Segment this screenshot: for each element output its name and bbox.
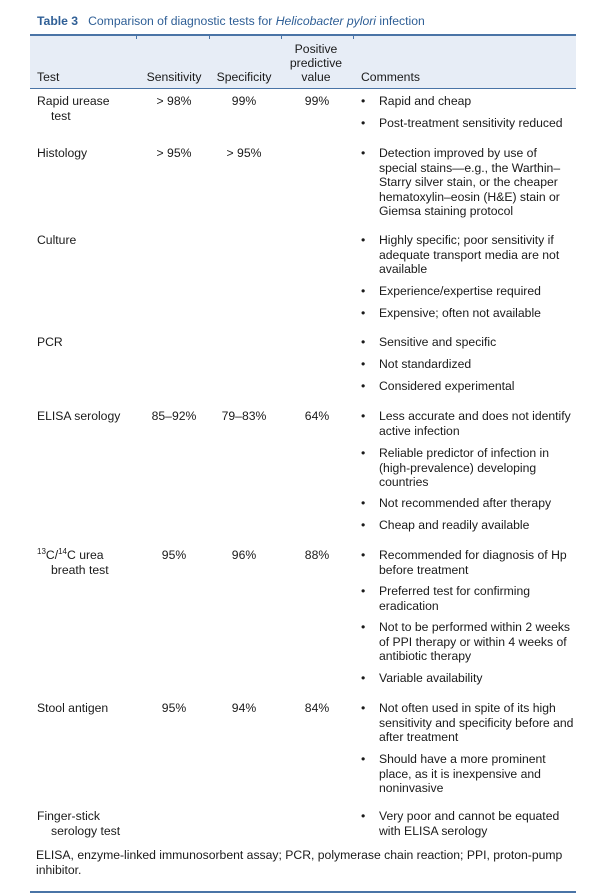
comment-text: Not often used in spite of its high sensitivity and specificity before and after treatment — [379, 701, 574, 745]
bullet-dot: • — [361, 306, 366, 320]
bullet-dot: • — [361, 446, 366, 460]
cell-ppv: 88% — [304, 548, 330, 562]
bullet-dot: • — [361, 620, 366, 634]
cell-test-name — [37, 409, 137, 424]
header-ppv-line: Positive — [294, 42, 338, 56]
table-header — [30, 34, 576, 89]
comment-text: Not standardized — [379, 357, 472, 371]
test-name-line: Culture — [37, 233, 77, 247]
test-name-line: ELISA serology — [37, 409, 121, 423]
test-name-line: test — [51, 108, 71, 123]
test-name-line: PCR — [37, 335, 63, 349]
cell-specificity: > 95% — [226, 146, 262, 160]
test-name-line: Stool antigen — [37, 701, 109, 715]
diagnostic-tests-table — [30, 34, 576, 893]
bullet-dot: • — [361, 116, 366, 130]
cell-specificity: 96% — [231, 548, 257, 562]
cell-sensitivity: > 95% — [156, 146, 192, 160]
bullet-dot: • — [361, 548, 366, 562]
bullet-dot: • — [361, 518, 366, 532]
test-name-line: Finger-stick — [37, 809, 100, 823]
test-name-part: C/ — [45, 548, 59, 562]
caption-text-end: infection — [375, 14, 425, 28]
bullet-dot: • — [361, 233, 366, 247]
comment-text: Not recommended after therapy — [379, 496, 552, 510]
cell-specificity: 94% — [231, 701, 257, 715]
cell-test-name — [37, 146, 137, 161]
comment-text: Detection improved by use of special stains—e.g., the Warthin–Starry silver stain, or the cheaper hematoxylin–eosin (H&E) stain or Giemsa staining protocol — [379, 146, 561, 219]
comment-text: Variable availability — [379, 671, 483, 685]
cell-sensitivity: 95% — [161, 548, 187, 562]
isotope-superscript: 13 — [37, 547, 46, 556]
comment-text: Not to be performed within 2 weeks of PPI therapy or within 4 weeks of antibiotic therapy — [379, 620, 571, 664]
bullet-dot: • — [361, 146, 366, 160]
bullet-dot: • — [361, 671, 366, 685]
test-name-line: serology test — [51, 823, 121, 838]
comment-text: Very poor and cannot be equated with ELISA serology — [379, 809, 560, 838]
comment-text: Post-treatment sensitivity reduced — [379, 116, 563, 130]
cell-specificity: 99% — [231, 94, 257, 108]
bullet-dot: • — [361, 584, 366, 598]
column-divider — [209, 36, 210, 39]
comment-text: Considered experimental — [379, 379, 515, 393]
column-divider — [136, 36, 137, 39]
header-test: Test — [37, 70, 60, 84]
comment-text: Preferred test for confirming eradication — [379, 584, 531, 613]
comment-text: Rapid and cheap — [379, 94, 472, 108]
comment-text: Highly specific; poor sensitivity if adequate transport media are not available — [379, 233, 560, 277]
bullet-dot: • — [361, 752, 366, 766]
cell-test-name — [37, 335, 137, 350]
header-ppv-line: value — [301, 70, 331, 84]
bullet-dot: • — [361, 94, 366, 108]
test-name-line — [37, 548, 137, 563]
table-caption — [37, 14, 425, 28]
test-name-line: Rapid urease — [37, 94, 110, 108]
comment-text: Recommended for diagnosis of Hp before treatment — [379, 548, 567, 577]
cell-test-name — [37, 548, 137, 577]
comment-text: Less accurate and does not identify active infection — [379, 409, 571, 438]
cell-ppv: 84% — [304, 701, 330, 715]
bullet-dot: • — [361, 335, 366, 349]
cell-sensitivity: > 98% — [156, 94, 192, 108]
header-specificity: Specificity — [216, 70, 272, 84]
column-divider — [353, 36, 354, 39]
header-sensitivity: Sensitivity — [146, 70, 202, 84]
test-name-part: C urea — [67, 548, 104, 562]
cell-ppv: 64% — [304, 409, 330, 423]
bullet-dot: • — [361, 496, 366, 510]
cell-ppv: 99% — [304, 94, 330, 108]
cell-test-name — [37, 94, 137, 123]
comment-text: Should have a more prominent place, as it is inexpensive and noninvasive — [379, 752, 546, 796]
cell-specificity: 79–83% — [221, 409, 267, 423]
comment-text: Expensive; often not available — [379, 306, 541, 320]
cell-test-name — [37, 701, 137, 716]
table-footnote: ELISA, enzyme-linked immunosorbent assay; PCR, polymerase chain reaction; PPI, proton-pump inhibitor. — [36, 848, 563, 877]
bullet-dot: • — [361, 701, 366, 715]
test-name-line: breath test — [51, 562, 109, 577]
bullet-dot: • — [361, 284, 366, 298]
cell-sensitivity: 95% — [161, 701, 187, 715]
header-comments: Comments — [361, 70, 420, 84]
header-ppv — [276, 42, 356, 84]
bullet-dot: • — [361, 357, 366, 371]
cell-test-name — [37, 233, 137, 248]
comment-text: Experience/expertise required — [379, 284, 541, 298]
header-ppv-line: predictive — [289, 56, 343, 70]
caption-text: Comparison of diagnostic tests for — [88, 14, 276, 28]
comment-text: Reliable predictor of infection in (high-prevalence) developing countries — [379, 446, 550, 490]
cell-test-name — [37, 809, 137, 838]
cell-sensitivity: 85–92% — [151, 409, 197, 423]
bullet-dot: • — [361, 809, 366, 823]
bullet-dot: • — [361, 409, 366, 423]
isotope-superscript: 14 — [58, 547, 67, 556]
column-divider — [281, 36, 282, 39]
comment-text: Cheap and readily available — [379, 518, 530, 532]
table-body — [30, 89, 576, 893]
caption-italic: Helicobacter pylori — [275, 14, 376, 28]
test-name-line: Histology — [37, 146, 88, 160]
comment-text: Sensitive and specific — [379, 335, 497, 349]
bullet-dot: • — [361, 379, 366, 393]
table-number: Table 3 — [37, 14, 79, 28]
